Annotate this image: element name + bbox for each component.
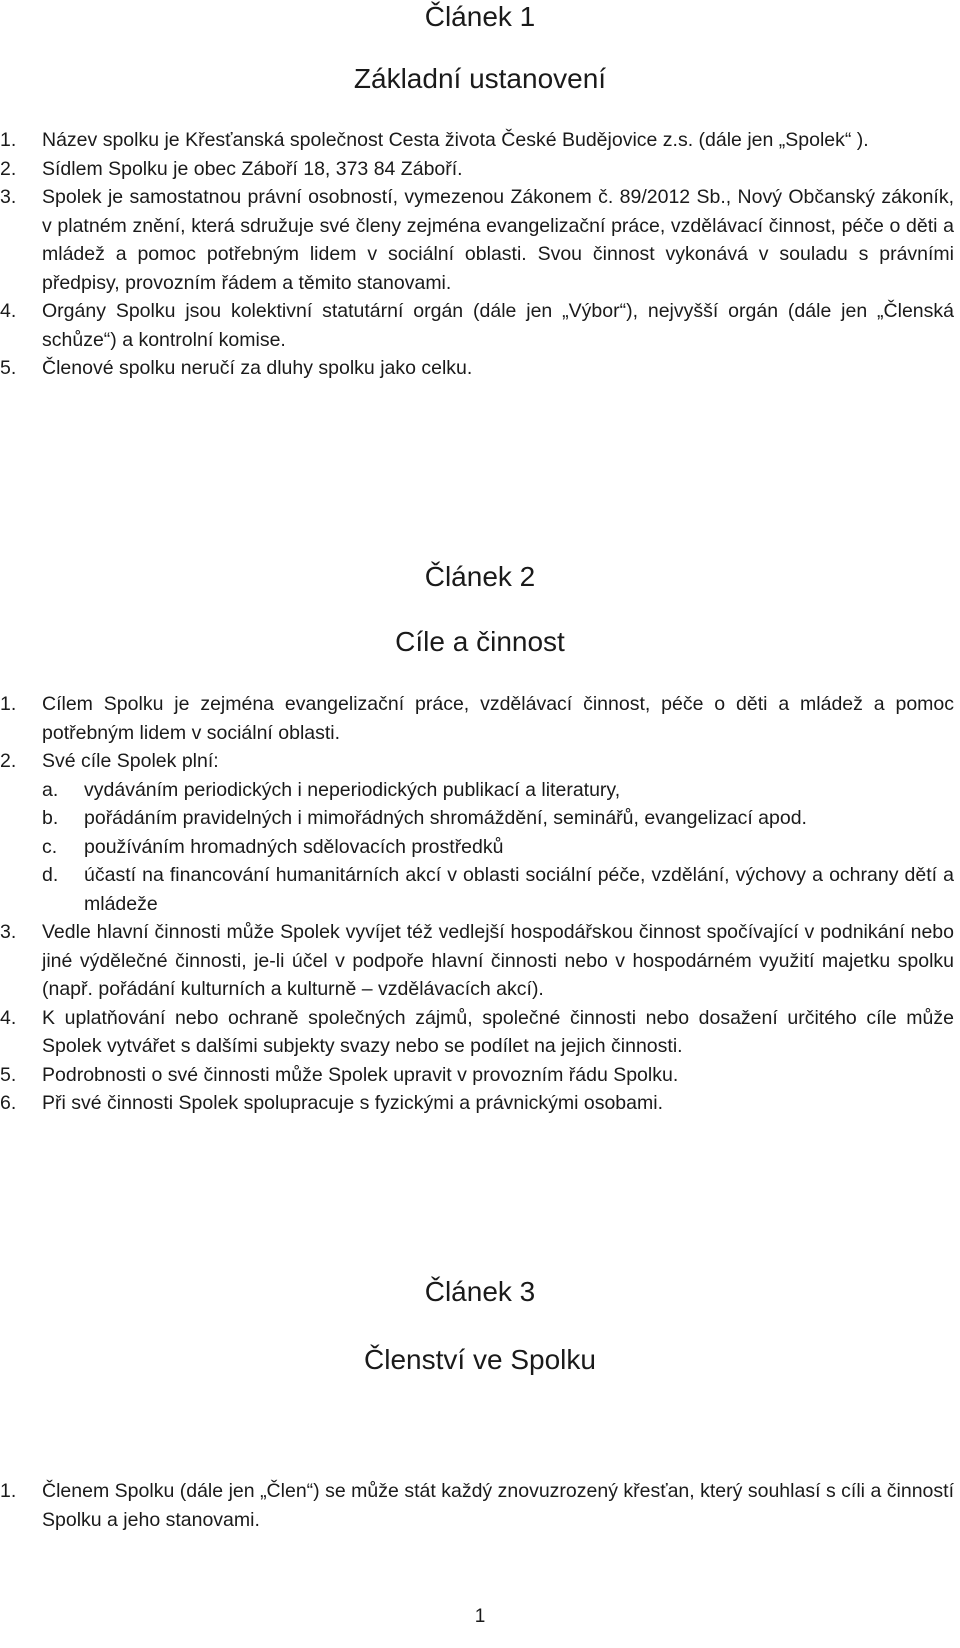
item-number: 5. — [0, 1063, 17, 1086]
item-text: K uplatňování nebo ochraně společných zájmů, společné činnosti nebo dosažení určitého cíle může Spolek vytvářet s dalšími subjekty svazy nebo se podílet na jejich činnosti. — [42, 1006, 954, 1057]
list-item — [0, 1004, 958, 1061]
item-text: Při své činnosti Spolek spolupracuje s fyzickými a právnickými osobami. — [42, 1092, 663, 1114]
item-text: Podrobnosti o své činnosti může Spolek upravit v provozním řádu Spolku. — [42, 1063, 679, 1086]
list-item — [0, 354, 958, 383]
item-number: 1. — [0, 693, 17, 715]
sub-item-text: používáním hromadných sdělovacích prostředků — [84, 835, 504, 858]
item-text: Členem Spolku (dále jen „Člen“) se může stát každý znovuzrozený křesťan, který souhlasí s cíli a činností Spolku a jeho stanovami. — [42, 1480, 954, 1531]
sub-item-text: vydáváním periodických i neperiodických publikací a literatury, — [84, 778, 621, 801]
page-number: 1 — [474, 1606, 486, 1627]
item-text: Cílem Spolku je zejména evangelizační práce, vzdělávací činnost, péče o děti a mládež a pomoc potřebným lidem v sociální oblasti. — [42, 693, 954, 744]
article-3-subtitle: Členství ve Spolku — [364, 1344, 596, 1375]
sub-item-letter: a. — [42, 778, 59, 801]
item-number: 4. — [0, 1006, 17, 1029]
item-text: Své cíle Spolek plní: — [42, 750, 219, 772]
item-number: 4. — [0, 300, 17, 322]
list-item — [0, 747, 958, 918]
article-3-title: Článek 3 — [424, 1276, 536, 1307]
item-number: 1. — [0, 1480, 17, 1502]
sub-item-text: účastí na financování humanitárních akcí v oblasti sociální péče, vzdělání, výchovy a ochrany dětí a mládeže — [84, 864, 954, 915]
list-item — [0, 1089, 958, 1118]
item-number: 2. — [0, 157, 17, 180]
list-item — [0, 155, 958, 184]
article-1-list — [0, 126, 960, 383]
article-2-list — [0, 690, 960, 1118]
article-3-list — [0, 1477, 960, 1534]
sub-item — [42, 776, 954, 805]
item-number: 3. — [0, 921, 17, 943]
article-2-subtitle: Cíle a činnost — [395, 626, 565, 657]
list-item — [0, 183, 958, 297]
sub-item — [42, 861, 954, 918]
list-item — [0, 918, 958, 1004]
item-number: 2. — [0, 750, 17, 772]
article-2-title: Článek 2 — [424, 561, 536, 592]
article-1-title: Článek 1 — [424, 1, 536, 32]
sub-item — [42, 833, 954, 862]
list-item — [0, 1477, 958, 1534]
item-number: 1. — [0, 129, 17, 151]
item-number: 5. — [0, 357, 17, 379]
item-number: 6. — [0, 1092, 17, 1114]
article-1-subtitle: Základní ustanovení — [353, 63, 607, 94]
item-text: Spolek je samostatnou právní osobností, vymezenou Zákonem č. 89/2012 Sb., Nový Občanský zákoník, v platném znění, která sdružuje své členy zejména evangelizační práce, vzdělávací činnost, péče o děti a mládež a pomoc potřebným lidem v sociální oblasti. Svou činnost vykonává v souladu s právními předpisy, provozním řádem a těmito stanovami. — [42, 186, 954, 294]
sub-item-letter: b. — [42, 807, 59, 829]
sub-item-letter: d. — [42, 864, 59, 886]
item-text: Vedle hlavní činnosti může Spolek vyvíjet též vedlejší hospodářskou činnost spočívající v podnikání nebo jiné výdělečné činnosti, je-li účel v podpoře hlavní činnosti nebo v hospodárném využití majetku spolku (např. pořádání kulturních a kulturně – vzdělávacích akcí). — [42, 921, 954, 1000]
list-item — [0, 1061, 958, 1090]
item-text: Název spolku je Křesťanská společnost Cesta života České Budějovice z.s. (dále jen „Spolek“ ). — [42, 129, 869, 151]
list-item — [0, 297, 958, 354]
item-text: Členové spolku neručí za dluhy spolku jako celku. — [42, 357, 473, 379]
item-text: Sídlem Spolku je obec Záboří 18, 373 84 Záboří. — [42, 157, 463, 180]
list-item — [0, 126, 958, 155]
item-text: Orgány Spolku jsou kolektivní statutární orgán (dále jen „Výbor“), nejvyšší orgán (dále jen „Členská schůze“) a kontrolní komise. — [42, 300, 954, 351]
item-number: 3. — [0, 186, 17, 208]
sub-item-letter: c. — [42, 835, 58, 858]
sub-item — [42, 804, 954, 833]
sub-item-text: pořádáním pravidelných i mimořádných shromáždění, seminářů, evangelizací apod. — [84, 807, 807, 829]
list-item — [0, 690, 958, 747]
